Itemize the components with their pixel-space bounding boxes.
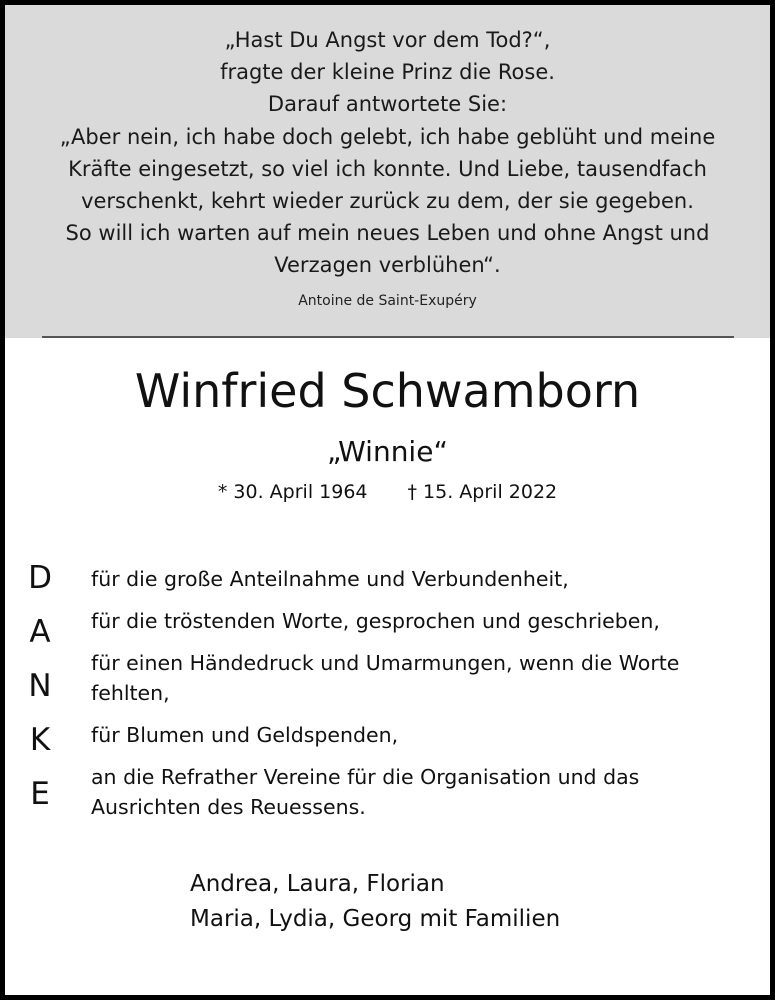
danke-letter: K: [29, 722, 51, 758]
thanks-item: für die große Anteilnahme und Verbundenheit,: [91, 567, 569, 591]
thanks-item: für die tröstenden Worte, gesprochen und geschrieben,: [91, 609, 660, 633]
signature-line: Andrea, Laura, Florian: [190, 871, 445, 897]
quote-line: verschenkt, kehrt wieder zurück zu dem, der sie gegeben.: [81, 189, 694, 214]
danke-letter: N: [28, 668, 52, 704]
thanks-list: [91, 564, 751, 834]
quote-line: „Aber nein, ich habe doch gelebt, ich habe geblüht und meine: [59, 124, 716, 149]
signature: [190, 867, 560, 937]
quote-author: Antoine de Saint-Exupéry: [298, 293, 477, 309]
thanks-item: an die Refrather Vereine für die Organisation und das Ausrichten des Reuessens.: [91, 765, 640, 819]
quote-line: Darauf antwortete Sie:: [267, 92, 508, 117]
divider: [42, 336, 734, 338]
quote-box: [5, 5, 770, 338]
quote-line: Verzagen verblühen“.: [274, 253, 501, 278]
quote-text: [5, 24, 770, 282]
danke-letter: D: [28, 560, 52, 596]
thanks-item: für Blumen und Geldspenden,: [91, 723, 399, 747]
signature-line: Maria, Lydia, Georg mit Familien: [190, 906, 561, 932]
deceased-name: Winfried Schwamborn: [134, 364, 641, 418]
danke-letter: E: [30, 776, 50, 812]
quote-line: fragte der kleine Prinz die Rose.: [220, 60, 555, 85]
danke-letter: A: [29, 614, 51, 650]
death-date: † 15. April 2022: [407, 481, 558, 503]
quote-line: „Hast Du Angst vor dem Tod?“,: [224, 28, 551, 52]
quote-line: So will ich warten auf mein neues Leben und ohne Angst und: [65, 221, 710, 246]
thanks-item: für einen Händedruck und Umarmungen, wenn die Worte fehlten,: [91, 651, 680, 705]
quote-line: Kräfte eingesetzt, so viel ich konnte. Und Liebe, tausendfach: [68, 156, 707, 181]
life-dates: [0, 481, 775, 503]
birth-date: * 30. April 1964: [217, 481, 368, 503]
danke-vertical: [22, 551, 58, 821]
deceased-nickname: „Winnie“: [327, 435, 448, 468]
